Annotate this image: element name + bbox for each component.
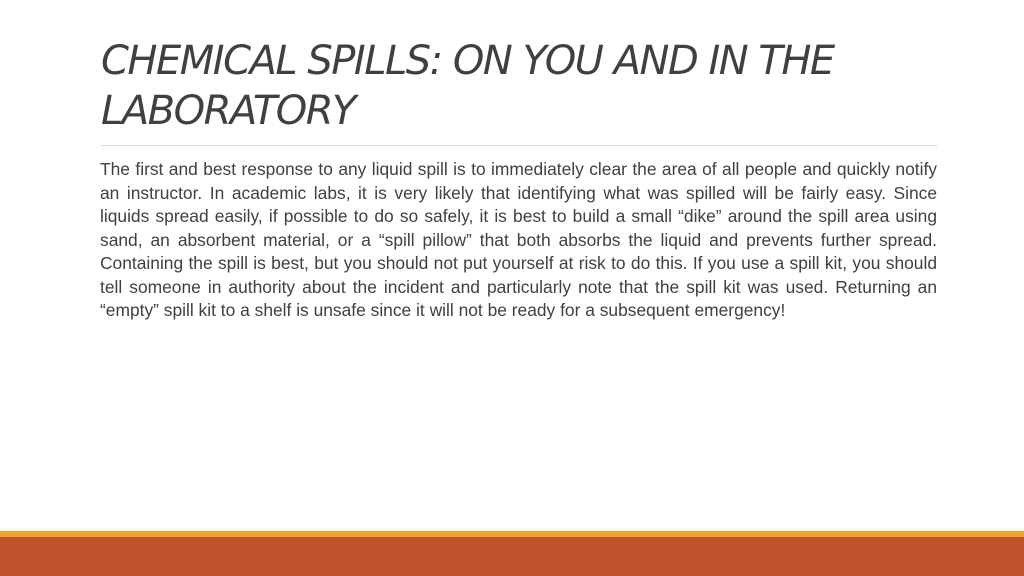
title-divider	[101, 145, 937, 146]
slide-title: CHEMICAL SPILLS: ON YOU AND IN THE LABORATORY	[101, 38, 834, 134]
slide-body-text: The first and best response to any liquid spill is to immediately clear the area of all people and quickly notify an instructor. In academic labs, it is very likely that identifying what was spilled will be fairly easy. Since liquids spread easily, if possible to do so safely, it is best to build a small “dike” around the spill area using sand, an absorbent material, or a “spill pillow” that both absorbs the liquid and prevents further spread. Containing the spill is best, but you should not put yourself at risk to do this. If you use a spill kit, you should tell someone in authority about the incident and particularly note that the spill kit was used. Returning an “empty” spill kit to a shelf is unsafe since it will not be ready for a subsequent emergency!	[100, 159, 937, 320]
footer-bar	[0, 537, 1024, 576]
